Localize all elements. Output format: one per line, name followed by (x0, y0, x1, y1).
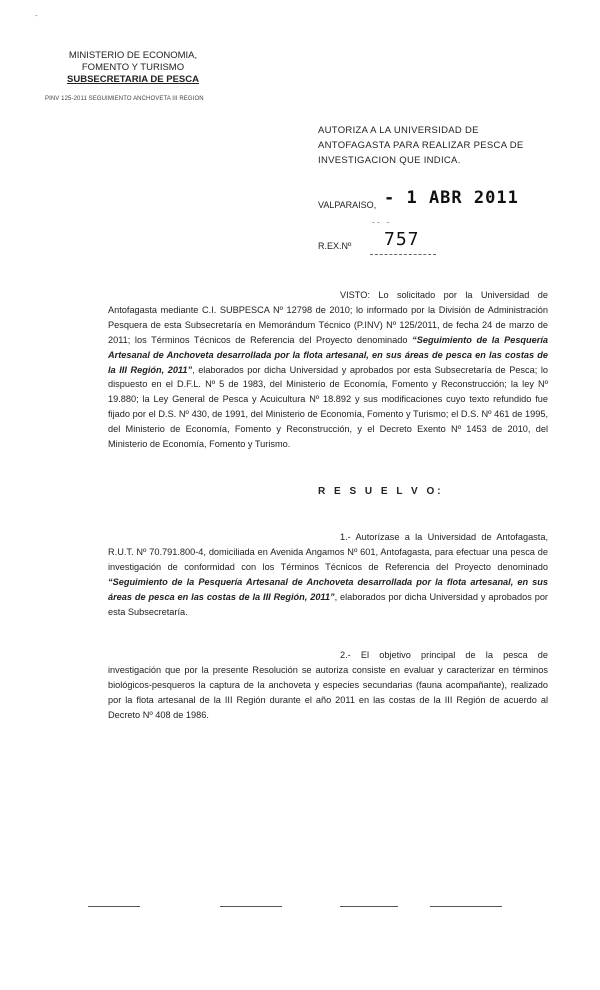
article-1-tail: , elaborados por dicha Universidad y aprobados por esta Subsecretaría. (108, 591, 548, 617)
resolution-number-underline (370, 254, 436, 255)
visto-project-title: “Seguimiento de la Pesquería Artesanal de Anchoveta desarrollada por la flota artesanal, en sus áreas de pesca en las costas de la III Región, 2011” (108, 334, 549, 375)
article-2-paragraph (108, 648, 548, 723)
subsecretaria-name: SUBSECRETARIA DE PESCA (67, 74, 199, 85)
initials-line-2 (220, 906, 282, 907)
resolution-number-label: R.EX.Nº (318, 241, 352, 251)
ministry-name-line2: FOMENTO Y TURISMO (81, 62, 185, 73)
initials-line-4 (430, 906, 502, 907)
date-stamp: - 1 ABR 2011 (384, 188, 519, 208)
initials-line-1 (88, 906, 140, 907)
letterhead (48, 50, 218, 86)
handwritten-marks: ˉˉ ˉ (372, 220, 392, 230)
article-1-project-title: “Seguimiento de la Pesquería Artesanal de Anchoveta desarrollada por la flota artesanal, en sus áreas de pesca en las costas de la III Región, 2011” (108, 576, 548, 602)
ministry-name-line1: MINISTERIO DE ECONOMIA, (68, 50, 198, 61)
article-1-paragraph (108, 530, 548, 619)
article-2-text: 2.- El objetivo principal de la pesca de investigación que por la presente Resolución se autoriza consiste en evaluar y caracterizar en términos biológicos-pesqueros la captura de la anchoveta y especies secundarias (fauna acompañante), realizado por la flota artesanal de la III Región durante el año 2011 en las costas de la III Región de acuerdo al Decreto Nº 408 de 1986. (108, 650, 548, 720)
resolution-number: 757 (384, 229, 420, 250)
initials-line-3 (340, 906, 398, 907)
visto-paragraph (108, 288, 548, 452)
visto-lead: VISTO: Lo solicitado por la Universidad de Antofagasta mediante C.I. SUBPESCA Nº 12798 de 2010; lo informado por la División de Administración Pesquera de esta Subsecretaría en Memorándum Técnico (P.INV) Nº 125/2011, de fecha 24 de marzo de 2011; los Términos Técnicos de Referencia del Proyecto denominado (108, 290, 548, 345)
visto-tail: , elaborados por dicha Universidad y aprobados por esta Subsecretaría de Pesca; lo dispuesto en el D.F.L. Nº 5 de 1983, del Ministerio de Economía, Fomento y Reconstrucción; la ley Nº 19.880; la Ley General de Pesca y Acuicultura Nº 18.892 y sus modificaciones cuyo texto refundido fue fijado por el D.S. Nº 430, de 1991, del Ministerio de Economía, Fomento y Turismo; el D.S. Nº 461 de 1995, del Ministerio de Economía, Fomento y Reconstrucción, y el Decreto Exento Nº 1453 de 2010, del Ministerio de Economía, Fomento y Turismo. (108, 364, 549, 450)
document-reference: PINV 125-2011 SEGUIMIENTO ANCHOVETA III REGION (45, 96, 204, 102)
resuelvo-heading: R E S U E L V O: (318, 486, 444, 497)
scan-mark: ˉ (35, 14, 38, 23)
place-label: VALPARAISO, (318, 200, 377, 210)
resolution-subject: AUTORIZA A LA UNIVERSIDAD DE ANTOFAGASTA PARA REALIZAR PESCA DE INVESTIGACION QUE INDICA. (318, 125, 524, 166)
article-1-lead: 1.- Autorízase a la Universidad de Antofagasta, R.U.T. Nº 70.791.800-4, domiciliada en Avenida Angamos Nº 601, Antofagasta, para efectuar una pesca de investigación de conformidad con los Términos Técnicos de Referencia del Proyecto denominado (108, 532, 548, 572)
